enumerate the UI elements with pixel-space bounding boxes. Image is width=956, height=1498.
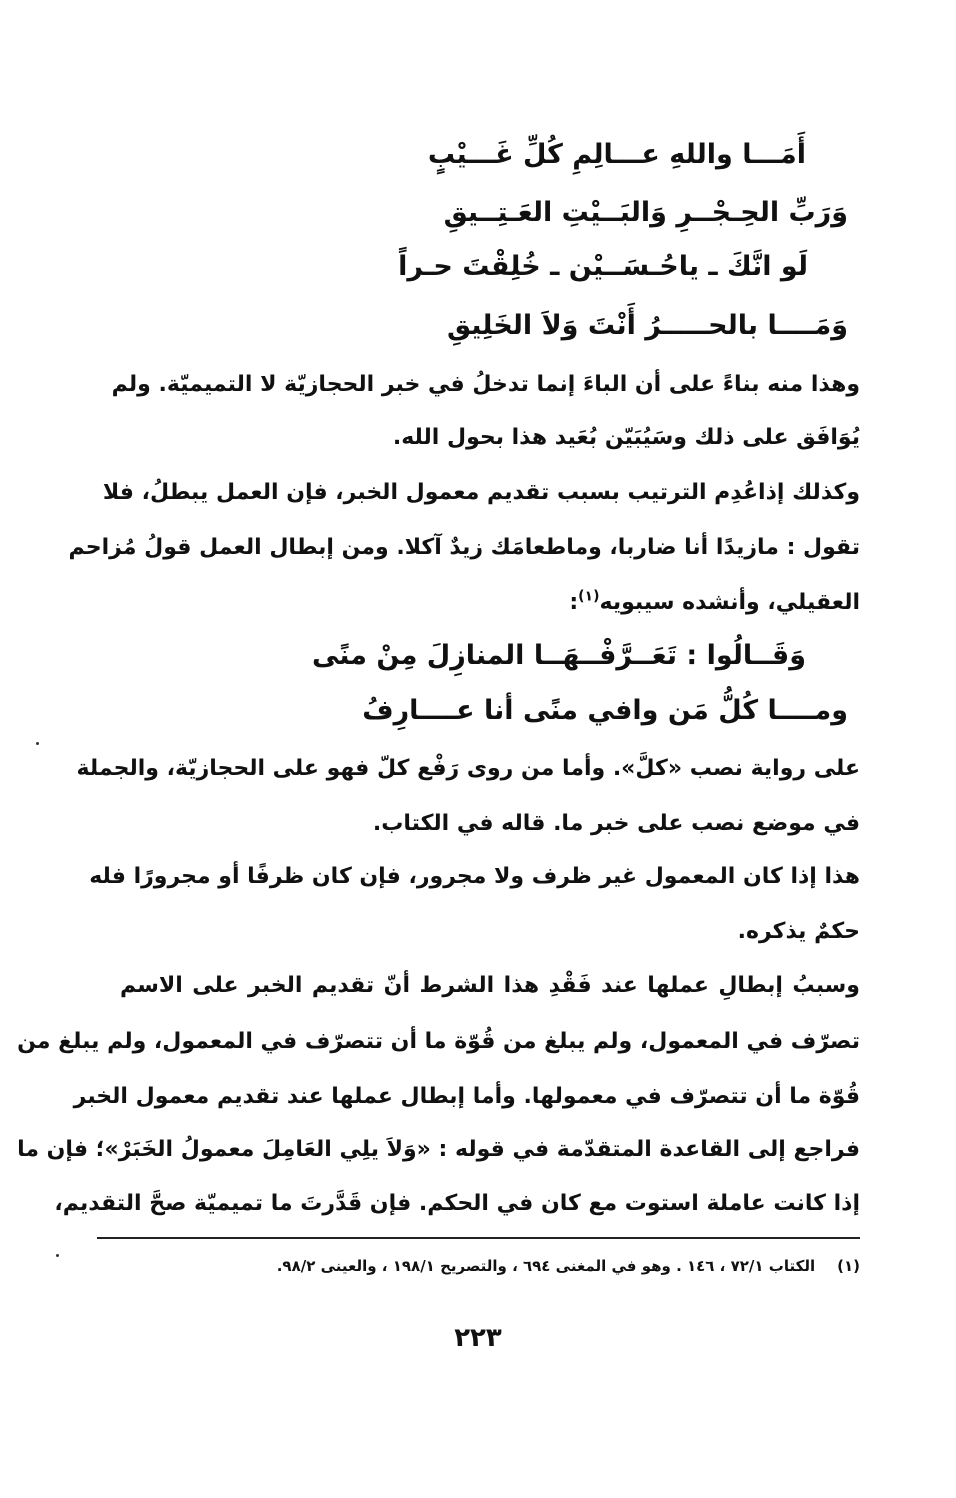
paragraph4-line1: هذا إذا كان المعمول غير ظرف ولا مجرور، فإن كان ظرفًا أو مجرورًا فله	[89, 864, 860, 889]
footnote-separator	[97, 1237, 860, 1239]
poem1-verse2: وَرَبِّ الحِـجْــرِ وَالبَــيْتِ العَـتِــيقِ	[443, 197, 848, 228]
paragraph5-line3: قُوّة ما أن تتصرّف في معمولها. وأما إبطال عملها عند تقديم معمول الخبر	[73, 1084, 860, 1109]
footnote-text: الكتاب ٧٢/١ ، ١٤٦ . وهو في المغنى ٦٩٤ ، والتصريح ١٩٨/١ ، والعينى ٩٨/٢.	[276, 1257, 816, 1275]
paragraph5-line1: وسببُ إبطالِ عملها عند فَقْدِ هذا الشرط أنّ تقديم الخبر على الاسم	[120, 973, 860, 998]
paragraph5-line2: تصرّف في المعمول، ولم يبلغ من قُوّة ما أن تتصرّف في المعمول، ولم يبلغ من	[17, 1029, 860, 1054]
footnote-reference: (١)	[578, 588, 600, 605]
paragraph2-line2: تقول : مازيدًا أنا ضاربا، وماطعامَك زيدٌ آكلا. ومن إبطال العمل قولُ مُزاحم	[68, 535, 860, 560]
paragraph5-line4: فراجع إلى القاعدة المتقدّمة في قوله : «وَلاَ يلِي العَامِلَ معمولُ الخَبَرْ»؛ فإن ما	[17, 1137, 860, 1162]
paragraph2-line1: وكذلك إذاعُدِم الترتيب بسبب تقديم معمول الخبر، فإن العمل يبطلُ، فلا	[102, 480, 860, 505]
poem1-verse1: أَمَـــا واللهِ عـــالِمِ كُلِّ غَـــيْبٍ	[427, 139, 806, 170]
page-number: ٢٢٣	[454, 1323, 502, 1353]
poem1-verse3: لَو انَّكَ ـ ياحُـسَــيْن ـ خُلِقْتَ حـراً	[398, 251, 808, 282]
paragraph4-line2: حكمٌ يذكره.	[737, 919, 860, 944]
poem1-verse4: وَمَــــا بالحـــــرُ أَنْتَ وَلاَ الخَلِيقِ	[446, 310, 848, 341]
paragraph2-line3	[120, 583, 860, 623]
scan-speck	[56, 1254, 59, 1257]
paragraph1-line2: يُوَافَق على ذلك وسَيُبَيّن بُعَيد هذا بحول الله.	[392, 425, 860, 450]
paragraph2-line3-colon: :	[569, 590, 579, 615]
paragraph5-line5: إذا كانت عاملة استوت مع كان في الحكم. فإن قَدَّرتَ ما تميميّة صحَّ التقديم،	[54, 1191, 860, 1216]
paragraph1-line1: وهذا منه بناءً على أن الباءَ إنما تدخلُ في خبر الحجازيّة لا التميميّة. ولم	[111, 372, 860, 397]
paragraph2-line3-text: العقيلي، وأنشده سيبويه	[599, 590, 860, 615]
paragraph3-line2: في موضع نصب على خبر ما. قاله في الكتاب.	[372, 811, 860, 836]
footnote-marker: (١)	[837, 1257, 860, 1275]
scan-speck	[36, 742, 39, 745]
poem2-verse2: ومــــا كُلُّ مَن وافي منًى أنا عــــارِفُ	[362, 695, 848, 726]
paragraph3-line1: على رواية نصب «كلَّ». وأما من روى رَفْع كلّ فهو على الحجازيّة، والجملة	[76, 756, 860, 781]
poem2-verse1: وَقَــالُوا : تَعَــرَّفْــهَــا المنازِلَ مِنْ منًى	[311, 640, 806, 671]
footnote	[120, 1252, 860, 1280]
